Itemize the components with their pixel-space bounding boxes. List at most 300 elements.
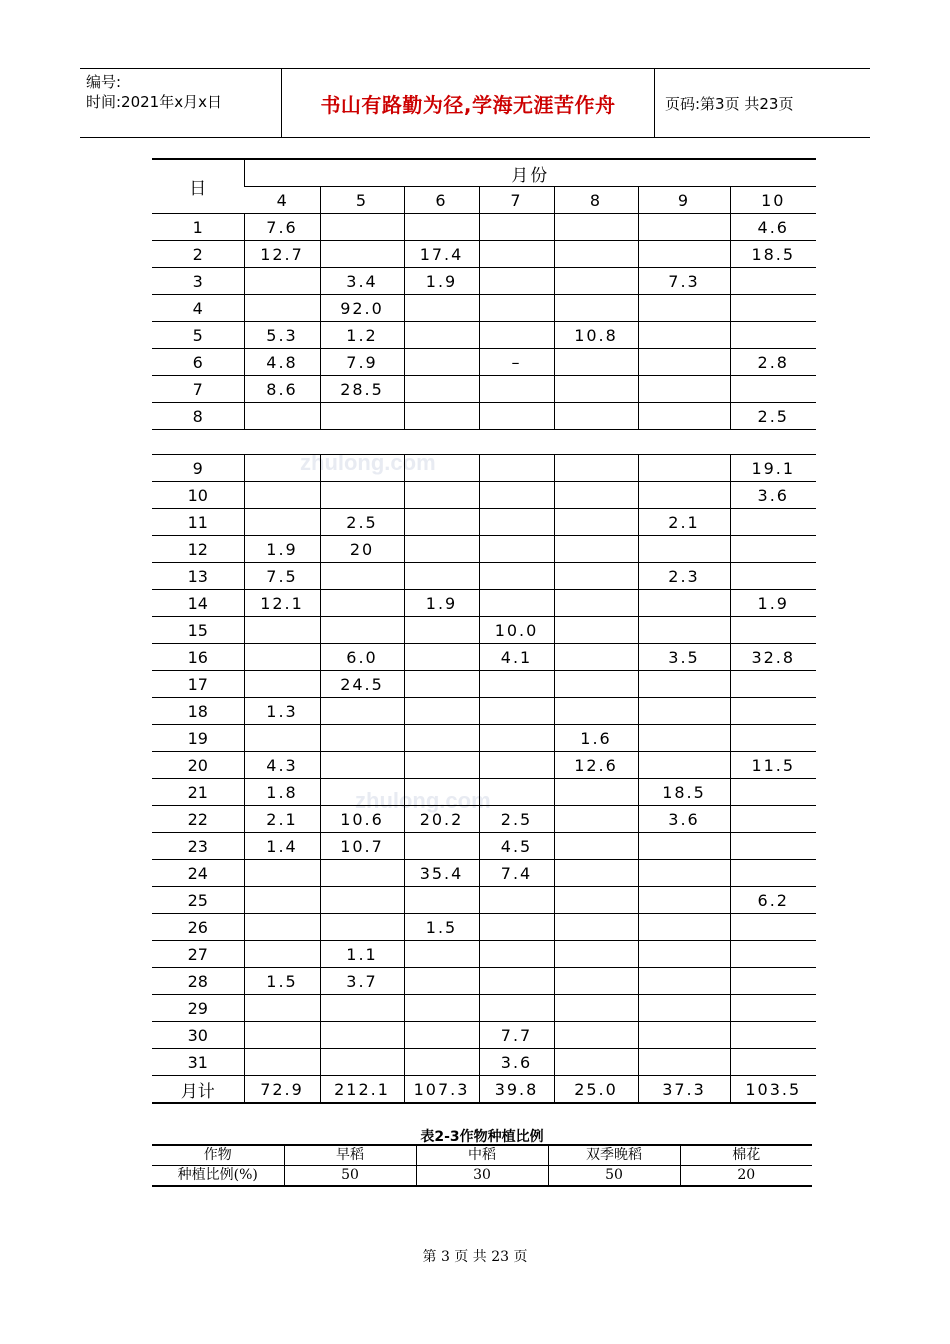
value-cell — [244, 725, 320, 752]
value-cell — [730, 1049, 816, 1076]
value-cell — [479, 995, 554, 1022]
value-cell: 4.3 — [244, 752, 320, 779]
day-header: 日 — [152, 159, 244, 214]
table-row — [152, 752, 816, 779]
value-cell — [638, 698, 730, 725]
month-row — [152, 187, 816, 214]
value-cell: 1.9 — [244, 536, 320, 563]
table-row — [152, 268, 816, 295]
value-cell — [554, 1022, 638, 1049]
day-cell: 26 — [152, 914, 244, 941]
crop-value-cell: 50 — [284, 1166, 416, 1187]
value-cell — [554, 349, 638, 376]
table-row — [152, 482, 816, 509]
value-cell — [554, 376, 638, 403]
table-row — [152, 295, 816, 322]
table-row — [152, 887, 816, 914]
table-row — [152, 322, 816, 349]
value-cell — [554, 833, 638, 860]
table-row — [152, 403, 816, 430]
value-cell: 6.0 — [320, 644, 404, 671]
value-cell — [554, 860, 638, 887]
value-cell — [244, 671, 320, 698]
value-cell: 12.1 — [244, 590, 320, 617]
value-cell: 1.3 — [244, 698, 320, 725]
value-cell — [554, 698, 638, 725]
value-cell: 3.6 — [730, 482, 816, 509]
value-cell — [554, 509, 638, 536]
value-cell: 20 — [320, 536, 404, 563]
page-header — [80, 68, 870, 138]
value-cell — [404, 455, 479, 482]
value-cell: 3.7 — [320, 968, 404, 995]
day-cell: 18 — [152, 698, 244, 725]
value-cell — [638, 1022, 730, 1049]
value-cell — [479, 725, 554, 752]
value-cell — [638, 455, 730, 482]
value-cell — [404, 1022, 479, 1049]
value-cell: 1.6 — [554, 725, 638, 752]
table-row — [152, 241, 816, 268]
value-cell — [404, 941, 479, 968]
month-cell: 5 — [320, 187, 404, 214]
value-cell — [404, 644, 479, 671]
value-cell: 7.4 — [479, 860, 554, 887]
value-cell: 8.6 — [244, 376, 320, 403]
value-cell — [479, 482, 554, 509]
day-cell: 15 — [152, 617, 244, 644]
code-label: 编号: — [86, 73, 122, 91]
value-cell: 24.5 — [320, 671, 404, 698]
value-cell: 4.8 — [244, 349, 320, 376]
value-cell: 4.5 — [479, 833, 554, 860]
value-cell: 92.0 — [320, 295, 404, 322]
value-cell — [320, 617, 404, 644]
crop-value-cell: 20 — [680, 1166, 812, 1187]
value-cell — [244, 914, 320, 941]
value-cell — [244, 887, 320, 914]
total-label: 月计 — [152, 1076, 244, 1104]
value-cell: 3.4 — [320, 268, 404, 295]
table-row — [152, 995, 816, 1022]
header-meta — [80, 69, 282, 137]
value-cell — [320, 887, 404, 914]
value-cell — [554, 995, 638, 1022]
value-cell — [320, 214, 404, 241]
value-cell — [638, 671, 730, 698]
value-cell — [730, 671, 816, 698]
value-cell — [554, 403, 638, 430]
value-cell: 10.8 — [554, 322, 638, 349]
value-cell — [730, 914, 816, 941]
value-cell: 6.2 — [730, 887, 816, 914]
value-cell — [730, 295, 816, 322]
value-cell: 3.5 — [638, 644, 730, 671]
value-cell — [320, 752, 404, 779]
total-cell: 107.3 — [404, 1076, 479, 1104]
value-cell — [638, 1049, 730, 1076]
value-cell — [638, 968, 730, 995]
header-row — [152, 159, 816, 187]
value-cell — [479, 376, 554, 403]
value-cell — [479, 403, 554, 430]
day-cell: 27 — [152, 941, 244, 968]
value-cell: 2.1 — [638, 509, 730, 536]
crop-value-cell: 50 — [548, 1166, 680, 1187]
value-cell — [479, 536, 554, 563]
value-cell — [479, 698, 554, 725]
value-cell: 18.5 — [638, 779, 730, 806]
value-cell — [479, 509, 554, 536]
value-cell — [638, 376, 730, 403]
value-cell — [730, 806, 816, 833]
day-cell: 11 — [152, 509, 244, 536]
total-cell: 72.9 — [244, 1076, 320, 1104]
value-cell — [638, 536, 730, 563]
value-cell — [404, 617, 479, 644]
value-cell — [638, 214, 730, 241]
date-label: 时间:2021年x月x日 — [86, 93, 222, 111]
value-cell — [404, 725, 479, 752]
value-cell: 12.7 — [244, 241, 320, 268]
crop-header-row — [152, 1145, 812, 1166]
day-cell: 14 — [152, 590, 244, 617]
table-row — [152, 214, 816, 241]
table-row — [152, 644, 816, 671]
day-cell: 5 — [152, 322, 244, 349]
value-cell — [638, 725, 730, 752]
value-cell — [730, 995, 816, 1022]
value-cell — [554, 563, 638, 590]
day-cell: 7 — [152, 376, 244, 403]
crop-table-caption: 表2-3作物种植比例 — [420, 1129, 544, 1145]
crop-row-label: 种植比例(%) — [152, 1166, 284, 1187]
value-cell — [320, 1022, 404, 1049]
value-cell — [320, 563, 404, 590]
value-cell — [554, 482, 638, 509]
value-cell — [554, 941, 638, 968]
day-cell: 25 — [152, 887, 244, 914]
day-cell: 1 — [152, 214, 244, 241]
value-cell — [638, 590, 730, 617]
value-cell — [554, 806, 638, 833]
table-row — [152, 806, 816, 833]
value-cell — [404, 995, 479, 1022]
value-cell — [479, 214, 554, 241]
crop-header-cell: 作物 — [152, 1145, 284, 1166]
value-cell: 19.1 — [730, 455, 816, 482]
value-cell: 1.9 — [404, 590, 479, 617]
value-cell — [479, 268, 554, 295]
value-cell — [730, 536, 816, 563]
value-cell — [244, 403, 320, 430]
value-cell — [244, 509, 320, 536]
value-cell: 1.1 — [320, 941, 404, 968]
value-cell — [554, 295, 638, 322]
value-cell — [404, 509, 479, 536]
value-cell — [479, 779, 554, 806]
watermark-text: zhulong.com — [355, 788, 491, 813]
value-cell — [554, 779, 638, 806]
value-cell — [638, 833, 730, 860]
table-row — [152, 509, 816, 536]
value-cell — [404, 698, 479, 725]
value-cell: 12.6 — [554, 752, 638, 779]
value-cell: 2.5 — [479, 806, 554, 833]
value-cell — [479, 295, 554, 322]
value-cell — [404, 833, 479, 860]
value-cell: 2.5 — [730, 403, 816, 430]
value-cell: 7.7 — [479, 1022, 554, 1049]
value-cell: 10.0 — [479, 617, 554, 644]
table-row — [152, 914, 816, 941]
crop-value-row — [152, 1166, 812, 1187]
value-cell: 1.5 — [244, 968, 320, 995]
value-cell: 3.6 — [638, 806, 730, 833]
value-cell — [404, 887, 479, 914]
crop-header-cell: 双季晚稻 — [548, 1145, 680, 1166]
table-row — [152, 455, 816, 482]
table-row — [152, 671, 816, 698]
value-cell — [554, 1049, 638, 1076]
value-cell — [638, 482, 730, 509]
day-cell: 10 — [152, 482, 244, 509]
value-cell — [404, 349, 479, 376]
value-cell — [404, 295, 479, 322]
value-cell — [479, 563, 554, 590]
value-cell: 4.6 — [730, 214, 816, 241]
table-row — [152, 779, 816, 806]
value-cell — [404, 968, 479, 995]
value-cell — [479, 968, 554, 995]
value-cell: – — [479, 349, 554, 376]
total-cell: 103.5 — [730, 1076, 816, 1104]
value-cell: 10.7 — [320, 833, 404, 860]
value-cell — [554, 455, 638, 482]
month-cell: 10 — [730, 187, 816, 214]
value-cell — [638, 349, 730, 376]
value-cell — [638, 617, 730, 644]
value-cell — [554, 644, 638, 671]
table-row — [152, 725, 816, 752]
value-cell — [554, 536, 638, 563]
value-cell — [320, 590, 404, 617]
value-cell — [244, 1022, 320, 1049]
value-cell: 1.5 — [404, 914, 479, 941]
month-cell: 8 — [554, 187, 638, 214]
value-cell — [244, 644, 320, 671]
day-cell: 9 — [152, 455, 244, 482]
value-cell — [404, 376, 479, 403]
day-cell: 19 — [152, 725, 244, 752]
value-cell: 3.6 — [479, 1049, 554, 1076]
value-cell — [404, 482, 479, 509]
value-cell: 7.9 — [320, 349, 404, 376]
day-cell: 17 — [152, 671, 244, 698]
value-cell: 2.3 — [638, 563, 730, 590]
value-cell — [244, 941, 320, 968]
value-cell — [730, 509, 816, 536]
table-row — [152, 376, 816, 403]
value-cell — [320, 698, 404, 725]
gap-cell — [152, 430, 816, 455]
value-cell — [730, 725, 816, 752]
value-cell — [554, 241, 638, 268]
value-cell — [479, 941, 554, 968]
table-row — [152, 1049, 816, 1076]
value-cell — [244, 995, 320, 1022]
day-cell: 3 — [152, 268, 244, 295]
value-cell — [320, 995, 404, 1022]
value-cell — [404, 671, 479, 698]
value-cell: 10.6 — [320, 806, 404, 833]
value-cell — [404, 779, 479, 806]
table-row — [152, 1022, 816, 1049]
crop-header-cell: 中稻 — [416, 1145, 548, 1166]
value-cell — [730, 1022, 816, 1049]
month-cell: 4 — [244, 187, 320, 214]
value-cell — [320, 914, 404, 941]
day-cell: 20 — [152, 752, 244, 779]
value-cell — [638, 941, 730, 968]
value-cell — [730, 376, 816, 403]
value-cell — [320, 455, 404, 482]
value-cell — [730, 617, 816, 644]
value-cell — [554, 268, 638, 295]
value-cell — [244, 482, 320, 509]
value-cell: 1.4 — [244, 833, 320, 860]
value-cell — [479, 914, 554, 941]
day-cell: 6 — [152, 349, 244, 376]
value-cell — [320, 403, 404, 430]
table-row — [152, 563, 816, 590]
value-cell — [320, 779, 404, 806]
watermark-text: zhulong.com — [300, 450, 436, 475]
value-cell — [404, 214, 479, 241]
value-cell — [479, 752, 554, 779]
day-cell: 28 — [152, 968, 244, 995]
value-cell — [479, 322, 554, 349]
header-motto: 书山有路勤为径,学海无涯苦作舟 — [282, 69, 655, 137]
value-cell — [730, 968, 816, 995]
value-cell — [320, 1049, 404, 1076]
value-cell — [638, 322, 730, 349]
value-cell — [404, 563, 479, 590]
total-cell: 39.8 — [479, 1076, 554, 1104]
value-cell — [479, 671, 554, 698]
crop-value-cell: 30 — [416, 1166, 548, 1187]
table-row — [152, 968, 816, 995]
day-cell: 21 — [152, 779, 244, 806]
value-cell — [730, 860, 816, 887]
total-row — [152, 1076, 816, 1104]
value-cell — [730, 941, 816, 968]
value-cell: 32.8 — [730, 644, 816, 671]
value-cell — [320, 482, 404, 509]
value-cell: 28.5 — [320, 376, 404, 403]
day-cell: 12 — [152, 536, 244, 563]
value-cell: 7.5 — [244, 563, 320, 590]
value-cell: 1.9 — [730, 590, 816, 617]
day-cell: 30 — [152, 1022, 244, 1049]
value-cell — [554, 590, 638, 617]
value-cell: 18.5 — [730, 241, 816, 268]
value-cell — [554, 214, 638, 241]
value-cell: 35.4 — [404, 860, 479, 887]
crop-ratio-table — [152, 1144, 812, 1187]
value-cell — [404, 536, 479, 563]
value-cell — [479, 455, 554, 482]
value-cell — [638, 403, 730, 430]
day-cell: 16 — [152, 644, 244, 671]
value-cell: 5.3 — [244, 322, 320, 349]
day-cell: 13 — [152, 563, 244, 590]
value-cell — [638, 887, 730, 914]
table-row — [152, 349, 816, 376]
day-cell: 23 — [152, 833, 244, 860]
table-row — [152, 941, 816, 968]
value-cell — [638, 914, 730, 941]
table-row — [152, 833, 816, 860]
value-cell — [244, 617, 320, 644]
value-cell — [479, 241, 554, 268]
day-cell: 8 — [152, 403, 244, 430]
value-cell — [730, 563, 816, 590]
total-cell: 25.0 — [554, 1076, 638, 1104]
value-cell: 1.8 — [244, 779, 320, 806]
value-cell — [404, 322, 479, 349]
rainfall-table — [152, 158, 816, 1104]
value-cell: 1.2 — [320, 322, 404, 349]
value-cell: 11.5 — [730, 752, 816, 779]
value-cell — [244, 455, 320, 482]
value-cell — [554, 914, 638, 941]
value-cell — [730, 833, 816, 860]
value-cell: 7.3 — [638, 268, 730, 295]
table-gap — [152, 430, 816, 455]
value-cell — [404, 403, 479, 430]
value-cell — [638, 860, 730, 887]
month-header: 月份 — [244, 159, 816, 187]
value-cell: 7.6 — [244, 214, 320, 241]
day-cell: 24 — [152, 860, 244, 887]
crop-header-cell: 早稻 — [284, 1145, 416, 1166]
value-cell — [320, 860, 404, 887]
value-cell — [554, 968, 638, 995]
total-cell: 212.1 — [320, 1076, 404, 1104]
month-cell: 7 — [479, 187, 554, 214]
value-cell: 4.1 — [479, 644, 554, 671]
value-cell — [244, 295, 320, 322]
day-cell: 29 — [152, 995, 244, 1022]
value-cell — [404, 752, 479, 779]
table-row — [152, 617, 816, 644]
value-cell: 20.2 — [404, 806, 479, 833]
value-cell — [730, 322, 816, 349]
value-cell — [244, 268, 320, 295]
value-cell — [554, 671, 638, 698]
crop-header-cell: 棉花 — [680, 1145, 812, 1166]
day-cell: 2 — [152, 241, 244, 268]
day-cell: 31 — [152, 1049, 244, 1076]
value-cell: 1.9 — [404, 268, 479, 295]
table-row — [152, 590, 816, 617]
value-cell — [404, 1049, 479, 1076]
month-cell: 9 — [638, 187, 730, 214]
value-cell — [638, 752, 730, 779]
value-cell — [638, 241, 730, 268]
value-cell — [638, 995, 730, 1022]
